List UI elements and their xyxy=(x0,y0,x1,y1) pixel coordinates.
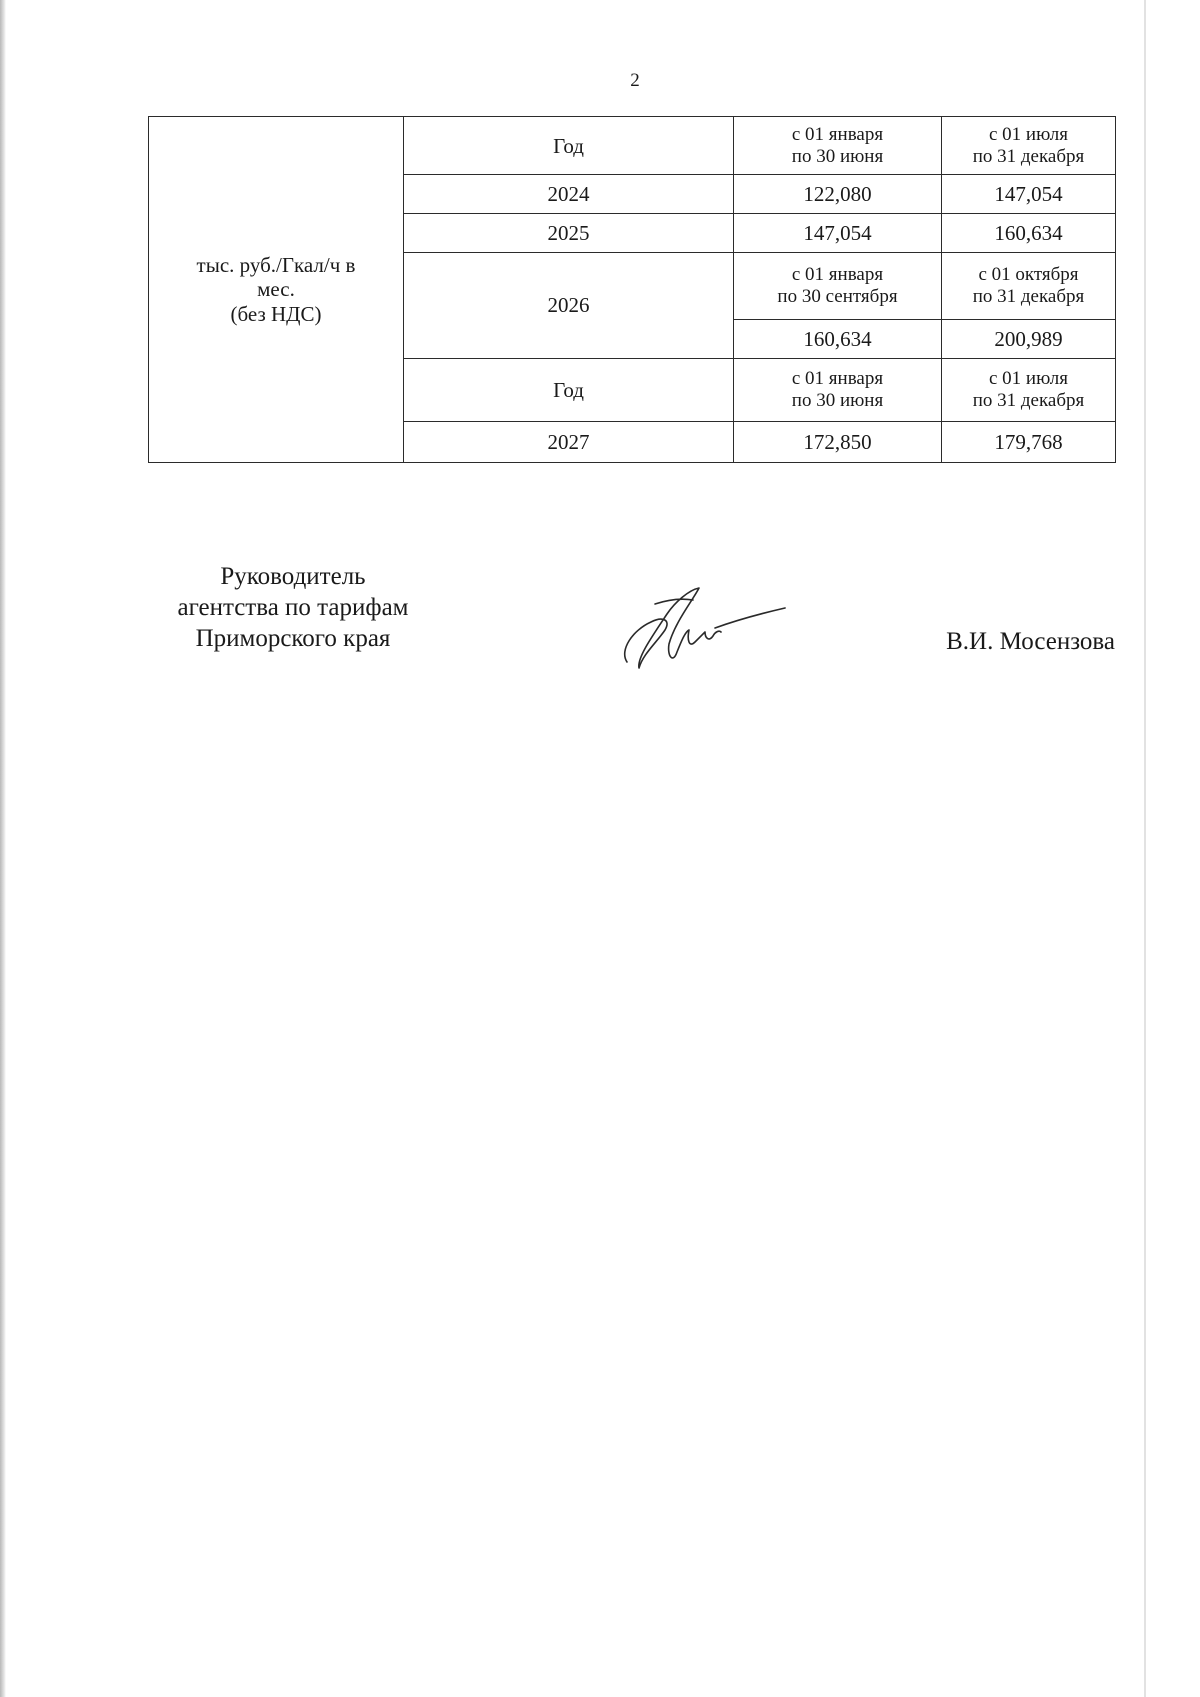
year-cell: 2024 xyxy=(404,175,734,213)
tariff-value-cell: 122,080 xyxy=(734,175,942,213)
page-number: 2 xyxy=(630,70,640,91)
period-line: по 31 декабря xyxy=(972,390,1085,412)
signatory-title-line: агентства по тарифам xyxy=(177,594,409,621)
period-line: по 30 июня xyxy=(791,390,884,412)
tariff-value-cell: 147,054 xyxy=(734,213,942,252)
tariff-value-cell: 160,634 xyxy=(942,213,1116,252)
period-header-cell xyxy=(942,359,1116,421)
signatory-title-line: Приморского края xyxy=(195,625,391,652)
period-line: с 01 января xyxy=(791,368,884,390)
period-line: по 31 декабря xyxy=(972,285,1085,307)
period-line: с 01 июля xyxy=(988,368,1069,390)
scan-left-edge-shadow xyxy=(0,0,6,1697)
unit-line: (без НДС) xyxy=(230,301,322,326)
period-header-cell xyxy=(734,359,942,421)
handwritten-signature xyxy=(615,582,790,672)
unit-line: тыс. руб./Гкал/ч в xyxy=(196,253,356,278)
period-line: с 01 января xyxy=(791,264,884,286)
table-row-header-1 xyxy=(149,117,1116,175)
signatory-title xyxy=(148,561,438,654)
year-cell: 2025 xyxy=(404,213,734,252)
period-header-cell xyxy=(734,252,942,319)
period-header-cell xyxy=(942,252,1116,319)
period-line: по 30 сентября xyxy=(777,285,898,307)
scan-right-edge-line xyxy=(1144,0,1146,1697)
year-header-cell: Год xyxy=(404,359,734,421)
tariff-value-cell: 160,634 xyxy=(734,320,942,359)
tariff-table xyxy=(148,116,1116,463)
period-line: с 01 июля xyxy=(988,123,1069,145)
tariff-value-cell: 179,768 xyxy=(942,421,1116,462)
tariff-value-cell: 147,054 xyxy=(942,175,1116,213)
period-line: по 31 декабря xyxy=(972,145,1085,167)
year-cell: 2027 xyxy=(404,421,734,462)
signatory-title-line: Руководитель xyxy=(220,563,366,590)
year-header-cell: Год xyxy=(404,117,734,175)
unit-line: мес. xyxy=(257,277,295,302)
period-line: с 01 января xyxy=(791,123,884,145)
period-line: с 01 октября xyxy=(978,264,1079,286)
year-cell: 2026 xyxy=(404,252,734,359)
period-header-cell xyxy=(942,117,1116,175)
tariff-value-cell: 200,989 xyxy=(942,320,1116,359)
period-line: по 30 июня xyxy=(791,145,884,167)
period-header-cell xyxy=(734,117,942,175)
unit-cell xyxy=(149,117,404,463)
signatory-name: В.И. Мосензова xyxy=(946,628,1115,655)
tariff-value-cell: 172,850 xyxy=(734,421,942,462)
